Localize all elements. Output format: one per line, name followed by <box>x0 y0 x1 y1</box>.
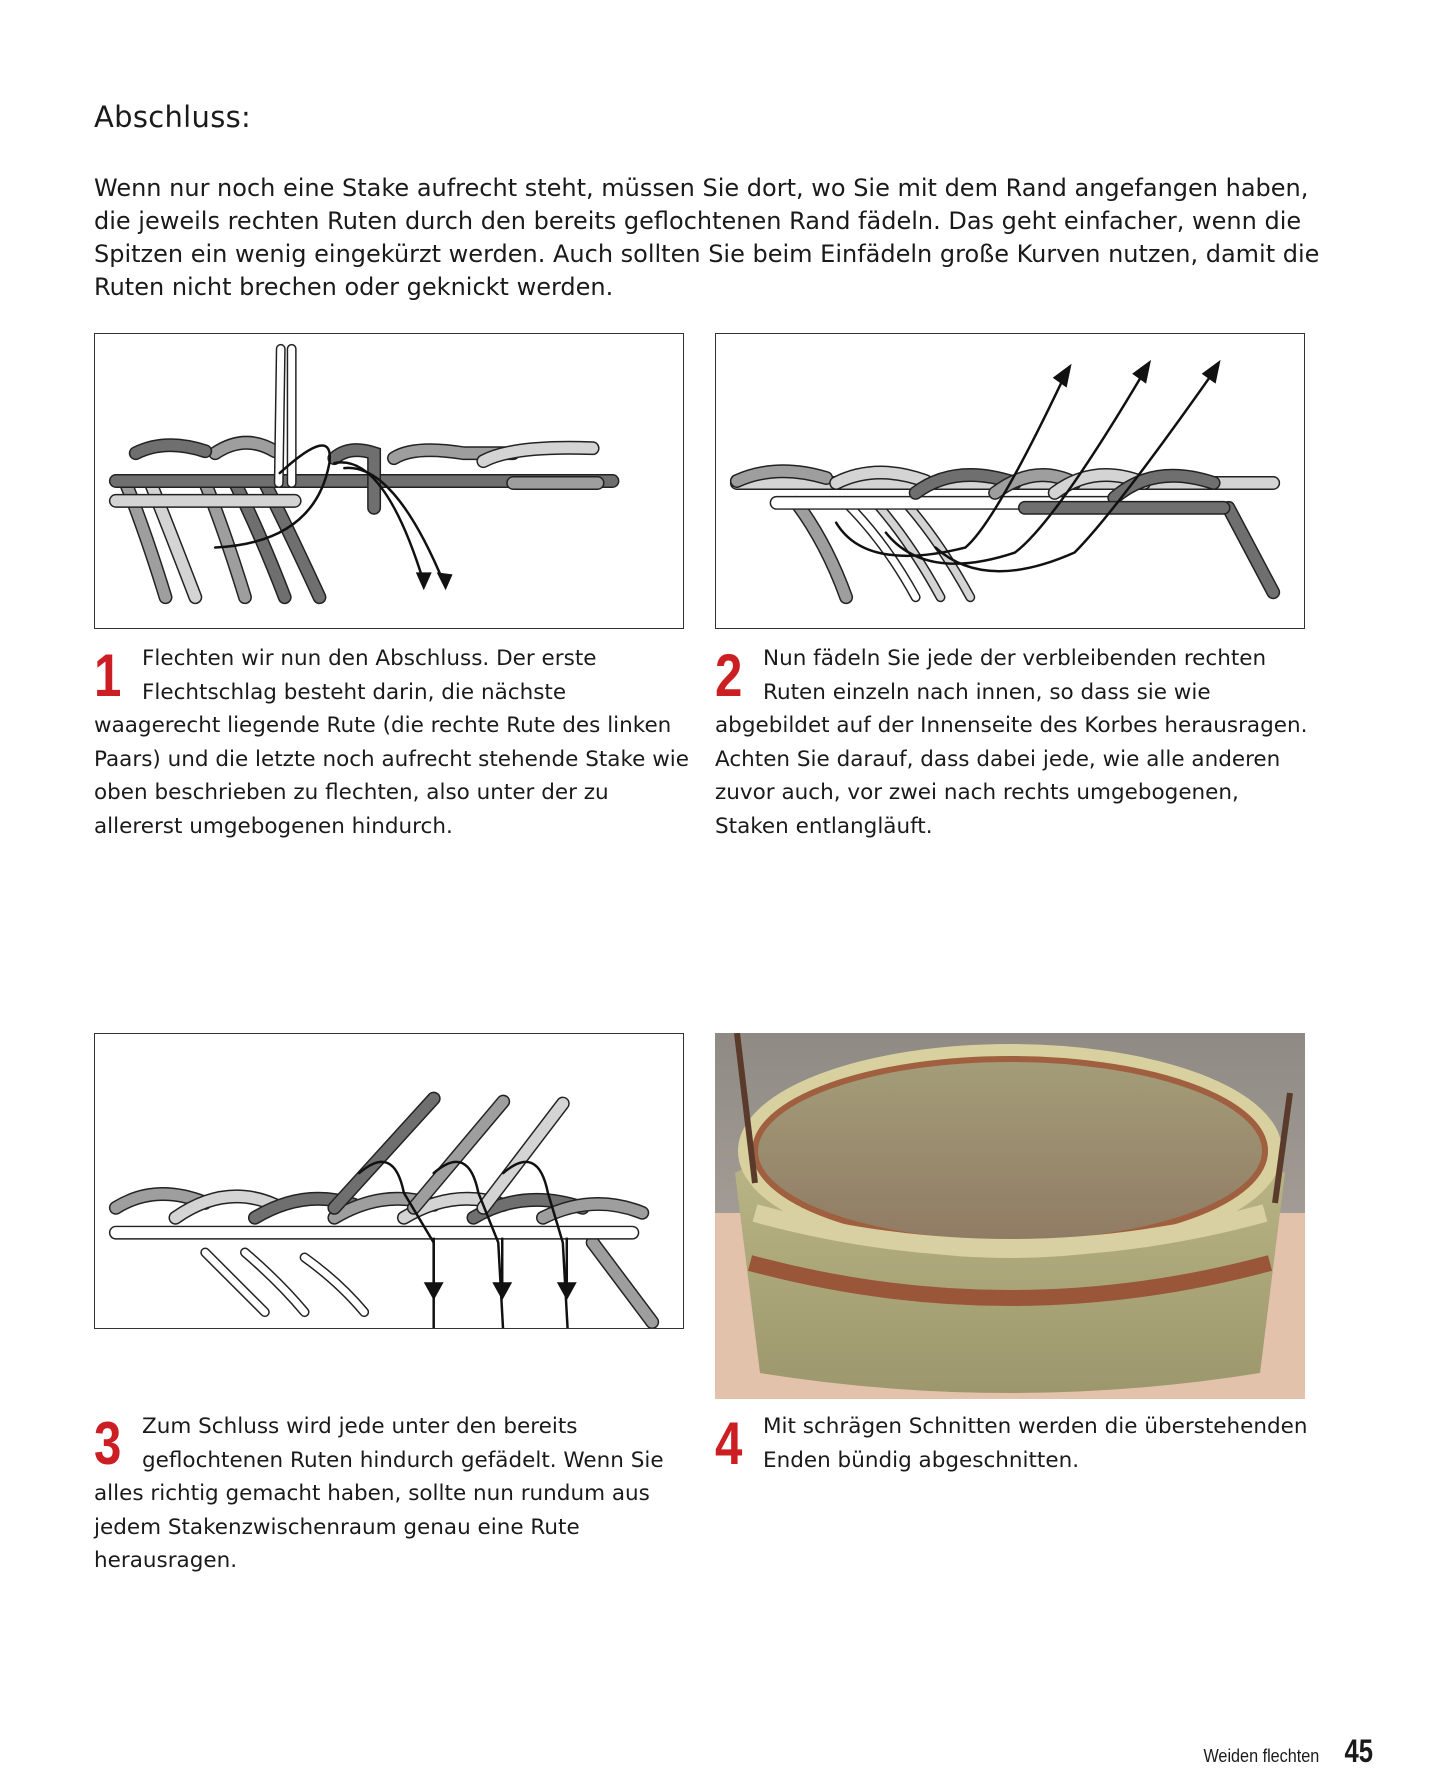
step-number: 3 <box>94 1410 122 1477</box>
figure-step-1-illustration <box>94 333 684 629</box>
step-text: Flechten wir nun den Abschluss. Der erste Flechtschlag besteht darin, die nächste waagerecht liegende Rute (die rechte Rute des linken Paars) und die letzte noch aufrecht stehende Stake wie oben beschrieben zu flechten, also unter der zu allererst umgebogenen hindurch. <box>94 646 690 839</box>
step-2 <box>715 642 1315 843</box>
figure-step-2-illustration <box>715 333 1305 629</box>
step-number: 1 <box>94 642 122 709</box>
step-number: 2 <box>715 642 743 709</box>
step-4 <box>715 1410 1315 1477</box>
weave-diagram-3 <box>95 1034 683 1328</box>
step-text: Nun fädeln Sie jede der verbleibenden rechten Ruten einzeln nach innen, so dass sie wie abgebildet auf der Innenseite des Korbes herausragen. Achten Sie darauf, dass dabei jede, wie alle anderen zuvor auch, vor zwei nach rechts umgebogenen, Staken entlangläuft. <box>715 646 1308 839</box>
page-footer <box>1197 1733 1377 1770</box>
weave-diagram-1 <box>95 334 683 628</box>
weave-diagram-2 <box>716 334 1304 628</box>
step-number: 4 <box>715 1410 743 1477</box>
step-text: Zum Schluss wird jede unter den bereits geflochtenen Ruten hindurch gefädelt. Wenn Sie alles richtig gemacht haben, sollte nun rundum aus jedem Stakenzwischenraum genau eine Rute herausragen. <box>94 1414 664 1573</box>
intro-paragraph: Wenn nur noch eine Stake aufrecht steht, müssen Sie dort, wo Sie mit dem Rand angefangen haben, die jeweils rechten Ruten durch den bereits geflochtenen Rand fädeln. Das geht einfacher, wenn die Spitzen ein wenig eingekürzt werden. Auch sollten Sie beim Einfädeln große Kurven nutzen, damit die Ruten nicht brechen oder geknickt werden. <box>94 174 1320 301</box>
page-number: 45 <box>1344 1733 1374 1769</box>
step-text: Mit schrägen Schnitten werden die überstehenden Enden bündig abgeschnitten. <box>763 1414 1308 1473</box>
figure-step-4-photo <box>715 1033 1305 1399</box>
step-3 <box>94 1410 694 1578</box>
basket-photo <box>715 1033 1305 1399</box>
step-1 <box>94 642 694 843</box>
running-title: Weiden flechten <box>1203 1746 1319 1766</box>
section-heading: Abschluss: <box>94 100 252 134</box>
figure-step-3-illustration <box>94 1033 684 1329</box>
